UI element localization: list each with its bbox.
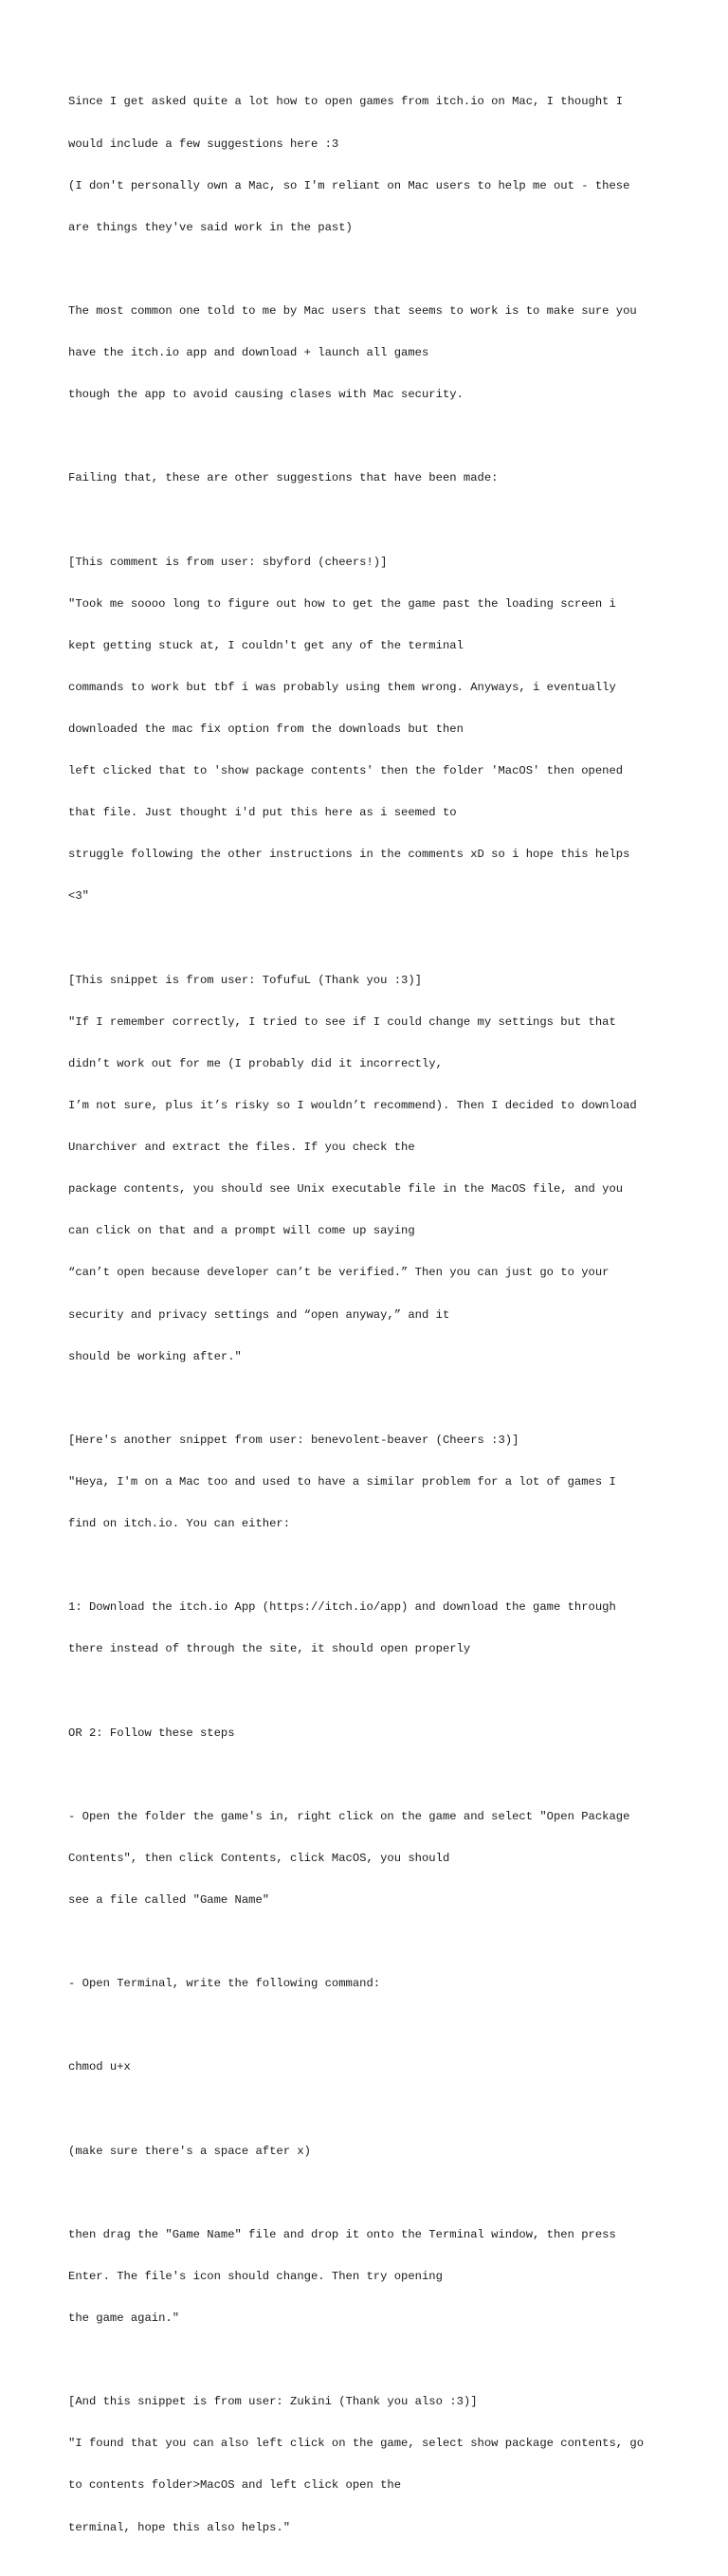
text-line: should be working after." bbox=[68, 1349, 242, 1363]
text-line: there instead of through the site, it should open properly bbox=[68, 1642, 471, 1656]
text-line: The most common one told to me by Mac users that seems to work is to make sure you bbox=[68, 303, 637, 318]
text-line: kept getting stuck at, I couldn't get any of the terminal bbox=[68, 638, 464, 652]
text-line: commands to work but tbf i was probably using them wrong. Anyways, i eventually bbox=[68, 680, 616, 694]
text-line: [And this snippet is from user: Zukini (Thank you also :3)] bbox=[68, 2395, 478, 2409]
text-line: [This snippet is from user: TofufuL (Thank you :3)] bbox=[68, 973, 422, 987]
text-line: - Open the folder the game's in, right click on the game and select "Open Package bbox=[68, 1809, 630, 1823]
text-line: "Heya, I'm on a Mac too and used to have a similar problem for a lot of games I bbox=[68, 1474, 616, 1489]
text-line: 1: Download the itch.io App (https://itch.io/app) and download the game through bbox=[68, 1600, 616, 1615]
text-line: (I don't personally own a Mac, so I'm reliant on Mac users to help me out - these bbox=[68, 178, 630, 192]
text-line: "I found that you can also left click on the game, select show package contents, go bbox=[68, 2437, 645, 2451]
option-2-heading bbox=[68, 1698, 713, 1768]
text-line: didn’t work out for me (I probably did it incorrectly, bbox=[68, 1056, 443, 1070]
text-line: then drag the "Game Name" file and drop it onto the Terminal window, then press bbox=[68, 2227, 616, 2241]
text-line: Failing that, these are other suggestions that have been made: bbox=[68, 471, 499, 485]
text-line: "If I remember correctly, I tried to see if I could change my settings but that bbox=[68, 1014, 616, 1029]
text-line: - Open Terminal, write the following command: bbox=[68, 1977, 381, 1991]
step-open-package bbox=[68, 1781, 713, 1935]
text-line: package contents, you should see Unix executable file in the MacOS file, and you bbox=[68, 1182, 624, 1197]
text-line: Contents", then click Contents, click MacOS, you should bbox=[68, 1851, 450, 1865]
comment-sbyford bbox=[68, 527, 713, 931]
text-line: (make sure there's a space after x) bbox=[68, 2144, 311, 2158]
paragraph-common-fix bbox=[68, 277, 713, 430]
paragraph-other-suggestions bbox=[68, 444, 713, 514]
text-line: can click on that and a prompt will come up saying bbox=[68, 1224, 415, 1238]
text-line: to contents folder>MacOS and left click open the bbox=[68, 2478, 402, 2493]
step-drag-file bbox=[68, 2200, 713, 2353]
text-line: that file. Just thought i'd put this here as i seemed to bbox=[68, 806, 457, 820]
text-line: terminal, hope this also helps." bbox=[68, 2520, 291, 2534]
text-line: “can’t open because developer can’t be verified.” Then you can just go to your bbox=[68, 1266, 610, 1280]
comment-benevolent-beaver bbox=[68, 1405, 713, 1559]
option-1-itch-app bbox=[68, 1573, 713, 1685]
text-line: [Here's another snippet from user: benevolent-beaver (Cheers :3)] bbox=[68, 1433, 519, 1447]
text-line: I’m not sure, plus it’s risky so I wouldn’t recommend). Then I decided to download bbox=[68, 1098, 637, 1112]
text-line: chmod u+x bbox=[68, 2060, 131, 2074]
command-note bbox=[68, 2116, 713, 2186]
paragraph-intro bbox=[68, 67, 713, 263]
comment-tofuful bbox=[68, 945, 713, 1392]
text-line: find on itch.io. You can either: bbox=[68, 1517, 291, 1531]
text-line: security and privacy settings and “open anyway,” and it bbox=[68, 1307, 450, 1322]
text-line: OR 2: Follow these steps bbox=[68, 1726, 235, 1740]
text-line: have the itch.io app and download + launch all games bbox=[68, 346, 429, 360]
text-line: Unarchiver and extract the files. If you check the bbox=[68, 1141, 415, 1155]
text-line: are things they've said work in the past) bbox=[68, 220, 353, 234]
text-line: struggle following the other instructions in the comments xD so i hope this helps bbox=[68, 848, 630, 862]
document-body bbox=[68, 67, 713, 2576]
text-line: [This comment is from user: sbyford (cheers!)] bbox=[68, 555, 388, 569]
step-open-terminal bbox=[68, 1949, 713, 2019]
text-line: "Took me soooo long to figure out how to get the game past the loading screen i bbox=[68, 596, 616, 611]
comment-zukini bbox=[68, 2367, 713, 2563]
text-line: though the app to avoid causing clases with Mac security. bbox=[68, 388, 464, 402]
command-chmod bbox=[68, 2033, 713, 2103]
text-line: left clicked that to 'show package contents' then the folder 'MacOS' then opened bbox=[68, 764, 624, 778]
text-line: the game again." bbox=[68, 2311, 180, 2326]
text-line: Enter. The file's icon should change. Then try opening bbox=[68, 2269, 443, 2283]
text-line: Since I get asked quite a lot how to open games from itch.io on Mac, I thought I bbox=[68, 95, 624, 109]
text-line: <3" bbox=[68, 889, 89, 904]
text-line: see a file called "Game Name" bbox=[68, 1892, 270, 1907]
text-line: downloaded the mac fix option from the downloads but then bbox=[68, 722, 464, 736]
text-line: would include a few suggestions here :3 bbox=[68, 137, 339, 151]
